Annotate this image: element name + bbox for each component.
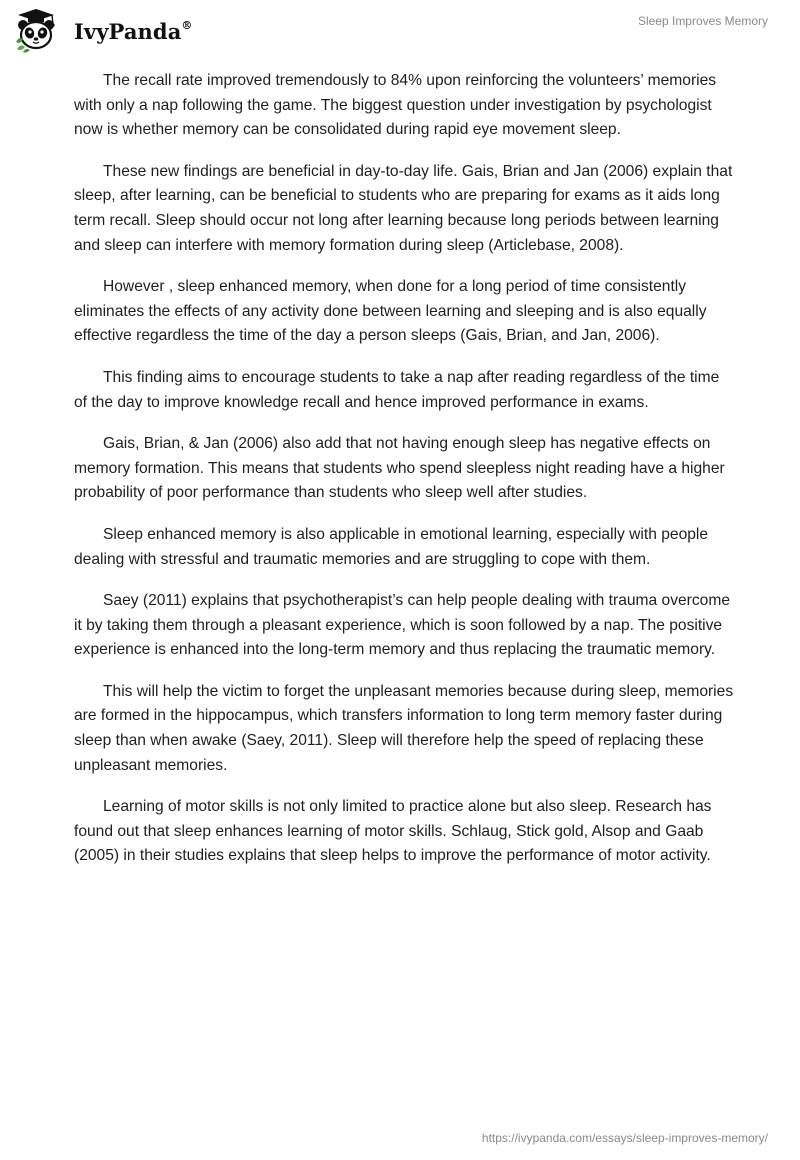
paragraph: This finding aims to encourage students to take a nap after reading regardless of the time of the day to improve knowledge recall and hence improved performance in exams. [74, 368, 720, 411]
page-header [0, 0, 800, 64]
paragraph: Gais, Brian, & Jan (2006) also add that not having enough sleep has negative effects on memory formation. This means that students who spend sleepless night reading have a higher probability of poor performance than students who sleep well after studies. [74, 435, 725, 502]
paragraph: These new findings are beneficial in day-to-day life. Gais, Brian and Jan (2006) explain that sleep, after learning, can be beneficial to students who are preparing for exams as it aids long term recall. Sleep should occur not long after learning because long periods between learning and sleep can interfere with memory formation during sleep (Articlebase, 2008). [74, 162, 733, 254]
paragraph: Sleep enhanced memory is also applicable in emotional learning, especially with people dealing with stressful and traumatic memories and are struggling to cope with them. [74, 525, 709, 568]
paragraph: Learning of motor skills is not only limited to practice alone but also sleep. Research has found out that sleep enhances learning of motor skills. Schlaug, Stick gold, Alsop and Gaab (2005) in their studies explains that sleep helps to improve the performance of motor activity. [74, 798, 712, 865]
ivypanda-logo[interactable] [14, 8, 193, 54]
essay-body [74, 69, 734, 886]
paragraph: However , sleep enhanced memory, when done for a long period of time consistently eliminates the effects of any activity done between learning and sleeping and is also equally effective regardless the time of the day a person sleeps (Gais, Brian, and Jan, 2006). [74, 278, 707, 345]
brand-name-text: IvyPanda [74, 18, 182, 44]
brand-name [74, 19, 193, 44]
source-url-link[interactable]: https://ivypanda.com/essays/sleep-improves-memory/ [481, 1131, 768, 1145]
paragraph: This will help the victim to forget the unpleasant memories because during sleep, memories are formed in the hippocampus, which transfers information to long term memory faster during sleep than when awake (Saey, 2011). Sleep will therefore help the speed of replacing these unpleasant memories. [74, 682, 734, 774]
running-title: Sleep Improves Memory [637, 14, 768, 28]
panda-graduation-cap-icon [14, 8, 70, 54]
paragraph: Saey (2011) explains that psychotherapist’s can help people dealing with trauma overcome it by taking them through a pleasant experience, which is soon followed by a nap. The positive experience is enhanced into the long-term memory and thus replacing the traumatic memory. [74, 592, 731, 659]
registered-mark: ® [181, 18, 193, 32]
paragraph: The recall rate improved tremendously to 84% upon reinforcing the volunteers’ memories with only a nap following the game. The biggest question under investigation by psychologist now is whether memory can be consolidated during rapid eye movement sleep. [74, 72, 717, 139]
